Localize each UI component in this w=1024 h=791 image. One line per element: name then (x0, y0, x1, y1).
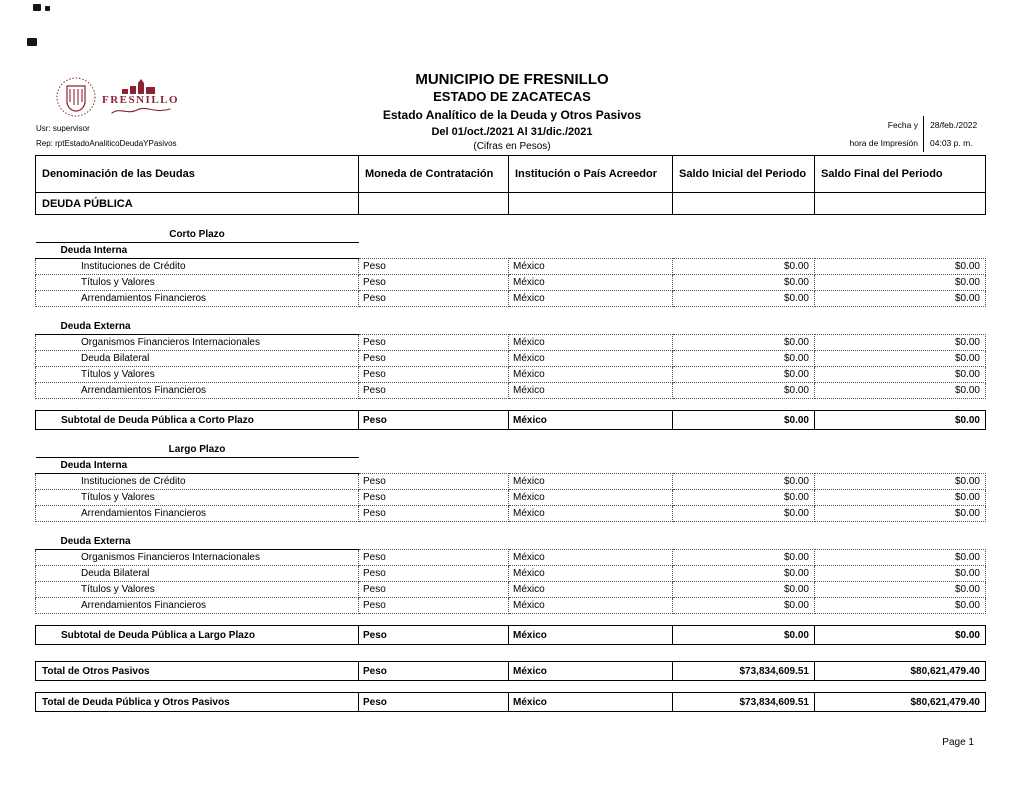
denomination-cell: Instituciones de Crédito (36, 259, 359, 275)
final-balance-cell: $0.00 (815, 474, 986, 490)
table-row (36, 383, 986, 399)
denomination-cell: Deuda Bilateral (36, 566, 359, 582)
denomination-cell: Largo Plazo (36, 442, 359, 458)
spacer-cell (36, 307, 986, 319)
col-header-saldo-final: Saldo Final del Periodo (815, 156, 986, 193)
initial-balance-cell (673, 243, 815, 259)
creditor-cell: México (509, 335, 673, 351)
initial-balance-cell: $0.00 (673, 351, 815, 367)
table-row (36, 307, 986, 319)
final-balance-cell (815, 227, 986, 243)
denomination-cell: Títulos y Valores (36, 367, 359, 383)
denomination-cell: Subtotal de Deuda Pública a Corto Plazo (36, 411, 359, 430)
table-row (36, 193, 986, 215)
spacer-cell (36, 215, 986, 227)
creditor-cell: México (509, 662, 673, 681)
print-mark (45, 6, 50, 11)
denomination-cell: Arrendamientos Financieros (36, 291, 359, 307)
creditor-cell (509, 442, 673, 458)
initial-balance-cell: $73,834,609.51 (673, 662, 815, 681)
creditor-cell: México (509, 474, 673, 490)
creditor-cell: México (509, 693, 673, 712)
table-row (36, 693, 986, 712)
final-balance-cell: $0.00 (815, 550, 986, 566)
table-row (36, 598, 986, 614)
municipality-title: MUNICIPIO DE FRESNILLO (415, 71, 609, 88)
denomination-cell: Títulos y Valores (36, 490, 359, 506)
spacer-cell (36, 681, 986, 693)
creditor-cell: México (509, 490, 673, 506)
table-row (36, 474, 986, 490)
spacer-cell (36, 645, 986, 662)
table-row (36, 458, 986, 474)
initial-balance-cell: $0.00 (673, 335, 815, 351)
creditor-cell: México (509, 550, 673, 566)
creditor-cell: México (509, 275, 673, 291)
final-balance-cell (815, 319, 986, 335)
table-row (36, 566, 986, 582)
final-balance-cell: $0.00 (815, 335, 986, 351)
table-row (36, 399, 986, 411)
initial-balance-cell (673, 193, 815, 215)
final-balance-cell: $0.00 (815, 582, 986, 598)
currency-cell: Peso (359, 351, 509, 367)
user-label: Usr: supervisor (36, 124, 90, 133)
print-mark (33, 4, 41, 11)
currency-cell: Peso (359, 566, 509, 582)
report-id-label: Rep: rptEstadoAnaliticoDeudaYPasivos (36, 139, 177, 148)
table-header-row (36, 156, 986, 193)
creditor-cell (509, 193, 673, 215)
col-header-moneda: Moneda de Contratación (359, 156, 509, 193)
creditor-cell: México (509, 566, 673, 582)
denomination-cell: Títulos y Valores (36, 582, 359, 598)
table-row (36, 662, 986, 681)
creditor-cell (509, 319, 673, 335)
initial-balance-cell: $0.00 (673, 490, 815, 506)
table-row (36, 534, 986, 550)
final-balance-cell: $0.00 (815, 598, 986, 614)
initial-balance-cell (673, 227, 815, 243)
creditor-cell: México (509, 351, 673, 367)
currency-cell (359, 534, 509, 550)
currency-cell: Peso (359, 335, 509, 351)
denomination-cell: Títulos y Valores (36, 275, 359, 291)
currency-cell: Peso (359, 291, 509, 307)
table-row (36, 430, 986, 442)
currency-cell (359, 319, 509, 335)
denomination-cell: Total de Deuda Pública y Otros Pasivos (36, 693, 359, 712)
table-row (36, 681, 986, 693)
table-row (36, 243, 986, 259)
spacer-cell (36, 614, 986, 626)
creditor-cell (509, 458, 673, 474)
state-title: ESTADO DE ZACATECAS (433, 89, 591, 104)
currency-cell: Peso (359, 693, 509, 712)
initial-balance-cell (673, 534, 815, 550)
final-balance-cell (815, 458, 986, 474)
final-balance-cell (815, 243, 986, 259)
debt-table-body (36, 193, 986, 712)
creditor-cell: México (509, 259, 673, 275)
hora-label: hora de Impresión (849, 138, 918, 148)
table-row (36, 215, 986, 227)
table-row (36, 335, 986, 351)
spacer-cell (36, 430, 986, 442)
col-header-institucion: Institución o País Acreedor (509, 156, 673, 193)
print-mark (27, 38, 37, 46)
initial-balance-cell: $73,834,609.51 (673, 693, 815, 712)
creditor-cell: México (509, 506, 673, 522)
currency-cell (359, 227, 509, 243)
period-range: Del 01/oct./2021 Al 31/dic./2021 (431, 126, 593, 138)
denomination-cell: Arrendamientos Financieros (36, 506, 359, 522)
initial-balance-cell (673, 442, 815, 458)
currency-cell: Peso (359, 259, 509, 275)
final-balance-cell: $0.00 (815, 411, 986, 430)
final-balance-cell: $0.00 (815, 367, 986, 383)
creditor-cell (509, 534, 673, 550)
spacer-cell (36, 522, 986, 534)
logo-wordmark: FRESNILLO (102, 93, 180, 106)
table-row (36, 442, 986, 458)
table-row (36, 319, 986, 335)
final-balance-cell: $0.00 (815, 383, 986, 399)
denomination-cell: Total de Otros Pasivos (36, 662, 359, 681)
creditor-cell: México (509, 411, 673, 430)
creditor-cell (509, 227, 673, 243)
cifras-note: (Cifras en Pesos) (473, 141, 551, 152)
currency-cell: Peso (359, 490, 509, 506)
table-row (36, 275, 986, 291)
denomination-cell: Deuda Interna (36, 243, 359, 259)
table-row (36, 614, 986, 626)
report-meta (36, 121, 177, 151)
fecha-value: 28/feb./2022 (930, 120, 978, 130)
table-row (36, 291, 986, 307)
table-row (36, 227, 986, 243)
table-row (36, 626, 986, 645)
currency-cell (359, 458, 509, 474)
denomination-cell: Arrendamientos Financieros (36, 383, 359, 399)
currency-cell: Peso (359, 662, 509, 681)
denomination-cell: Deuda Interna (36, 458, 359, 474)
fecha-label: Fecha y (887, 120, 918, 130)
currency-cell (359, 442, 509, 458)
creditor-cell: México (509, 291, 673, 307)
table-row (36, 582, 986, 598)
page-number: Page 1 (942, 737, 974, 748)
currency-cell: Peso (359, 474, 509, 490)
denomination-cell: Organismos Financieros Internacionales (36, 550, 359, 566)
initial-balance-cell: $0.00 (673, 367, 815, 383)
denomination-cell: Instituciones de Crédito (36, 474, 359, 490)
creditor-cell: México (509, 598, 673, 614)
final-balance-cell: $0.00 (815, 259, 986, 275)
final-balance-cell: $80,621,479.40 (815, 693, 986, 712)
final-balance-cell: $0.00 (815, 490, 986, 506)
creditor-cell: México (509, 383, 673, 399)
currency-cell: Peso (359, 582, 509, 598)
initial-balance-cell: $0.00 (673, 598, 815, 614)
denomination-cell: DEUDA PÚBLICA (36, 193, 359, 215)
table-row (36, 490, 986, 506)
report-title: Estado Analítico de la Deuda y Otros Pasivos (382, 108, 642, 122)
final-balance-cell: $0.00 (815, 566, 986, 582)
table-row (36, 506, 986, 522)
denomination-cell: Deuda Externa (36, 319, 359, 335)
final-balance-cell: $0.00 (815, 506, 986, 522)
final-balance-cell: $0.00 (815, 291, 986, 307)
initial-balance-cell: $0.00 (673, 259, 815, 275)
creditor-cell: México (509, 582, 673, 598)
table-row (36, 351, 986, 367)
final-balance-cell (815, 442, 986, 458)
currency-cell: Peso (359, 598, 509, 614)
table-row (36, 367, 986, 383)
table-row (36, 411, 986, 430)
initial-balance-cell: $0.00 (673, 474, 815, 490)
currency-cell: Peso (359, 275, 509, 291)
initial-balance-cell: $0.00 (673, 566, 815, 582)
table-row (36, 645, 986, 662)
currency-cell (359, 243, 509, 259)
hora-value: 04:03 p. m. (930, 138, 973, 148)
currency-cell: Peso (359, 550, 509, 566)
initial-balance-cell: $0.00 (673, 383, 815, 399)
final-balance-cell: $0.00 (815, 275, 986, 291)
denomination-cell: Organismos Financieros Internacionales (36, 335, 359, 351)
denomination-cell: Corto Plazo (36, 227, 359, 243)
debt-table (35, 155, 986, 712)
initial-balance-cell: $0.00 (673, 411, 815, 430)
table-row (36, 550, 986, 566)
currency-cell (359, 193, 509, 215)
final-balance-cell (815, 193, 986, 215)
creditor-cell (509, 243, 673, 259)
final-balance-cell: $0.00 (815, 626, 986, 645)
col-header-saldo-inicial: Saldo Inicial del Periodo (673, 156, 815, 193)
table-row (36, 259, 986, 275)
currency-cell: Peso (359, 506, 509, 522)
denomination-cell: Subtotal de Deuda Pública a Largo Plazo (36, 626, 359, 645)
initial-balance-cell: $0.00 (673, 626, 815, 645)
creditor-cell: México (509, 626, 673, 645)
denomination-cell: Deuda Bilateral (36, 351, 359, 367)
table-row (36, 522, 986, 534)
initial-balance-cell (673, 319, 815, 335)
initial-balance-cell (673, 458, 815, 474)
initial-balance-cell: $0.00 (673, 275, 815, 291)
currency-cell: Peso (359, 367, 509, 383)
col-header-denominacion: Denominación de las Deudas (36, 156, 359, 193)
creditor-cell: México (509, 367, 673, 383)
print-datetime (849, 116, 986, 152)
initial-balance-cell: $0.00 (673, 582, 815, 598)
currency-cell: Peso (359, 383, 509, 399)
spacer-cell (36, 399, 986, 411)
currency-cell: Peso (359, 626, 509, 645)
initial-balance-cell: $0.00 (673, 291, 815, 307)
currency-cell: Peso (359, 411, 509, 430)
initial-balance-cell: $0.00 (673, 550, 815, 566)
denomination-cell: Arrendamientos Financieros (36, 598, 359, 614)
initial-balance-cell: $0.00 (673, 506, 815, 522)
final-balance-cell: $0.00 (815, 351, 986, 367)
final-balance-cell (815, 534, 986, 550)
final-balance-cell: $80,621,479.40 (815, 662, 986, 681)
denomination-cell: Deuda Externa (36, 534, 359, 550)
